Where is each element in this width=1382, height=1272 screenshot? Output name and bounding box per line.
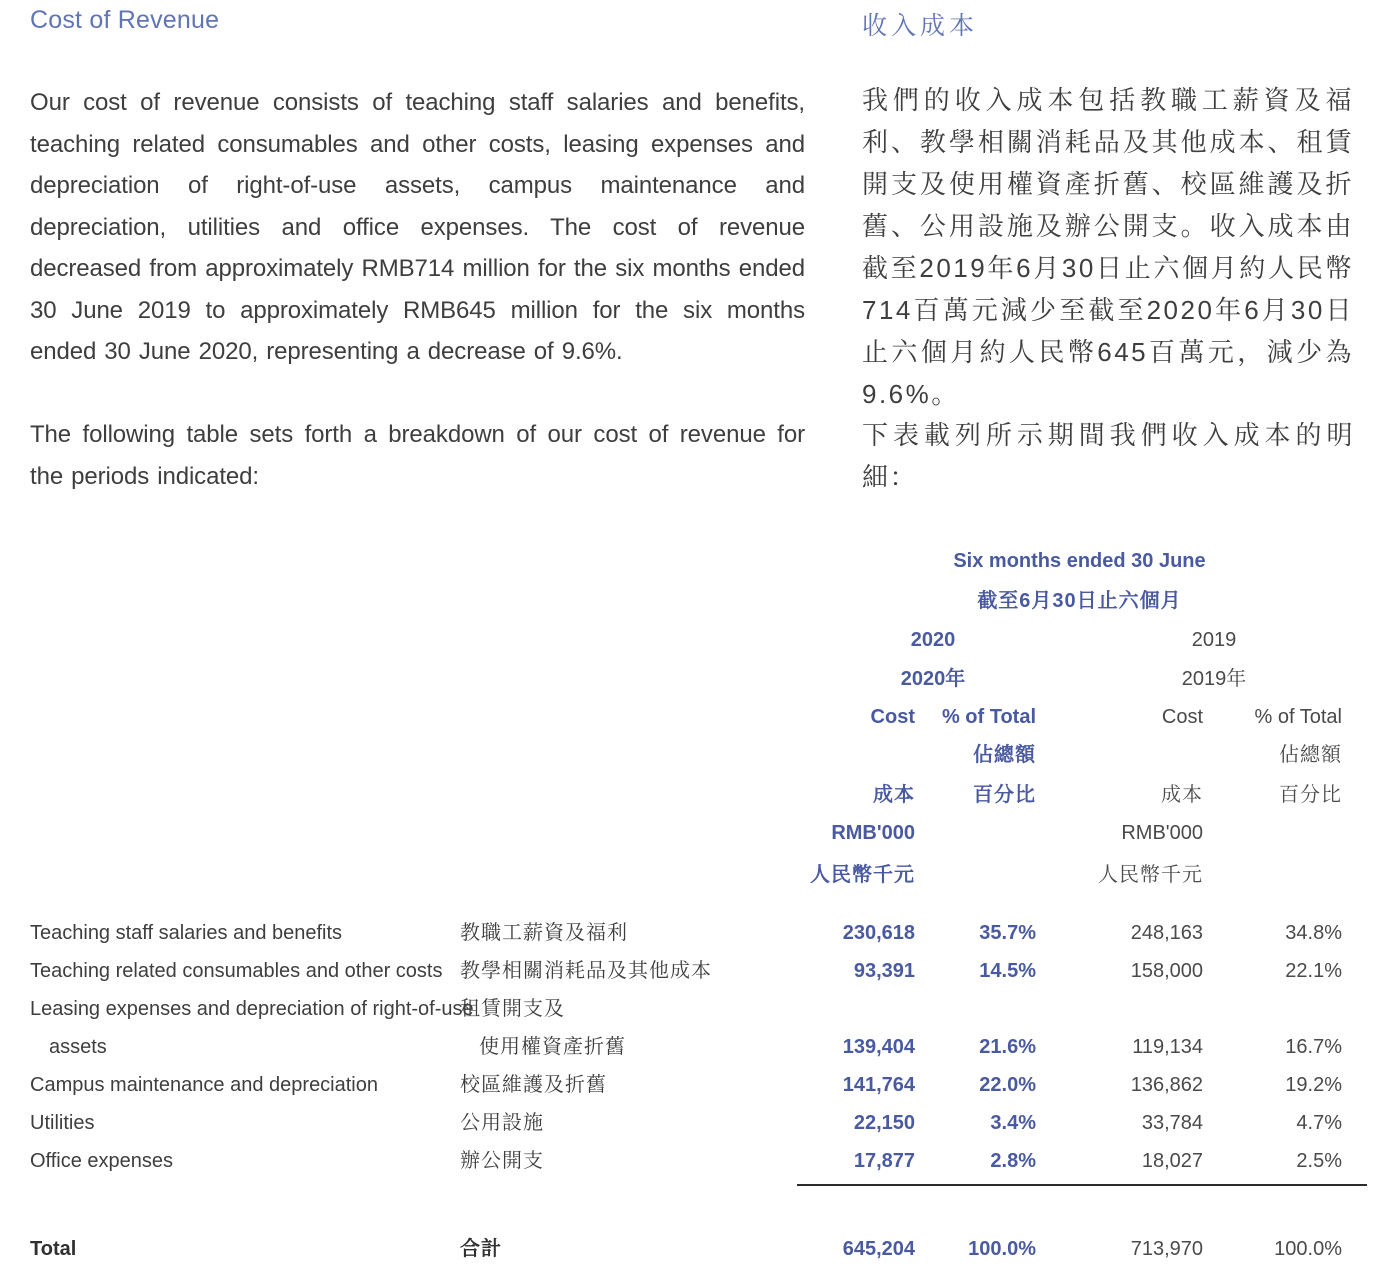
body-paragraph-zh-2: 下表載列所示期間我們收入成本的明細： [862,420,1354,492]
table-unit-row-zh [30,851,1342,893]
table-unit-row-en [30,813,1342,851]
colheader-pct-2019-en: % of Total [1254,706,1342,728]
colheader-cost-2019-en: Cost [1161,706,1203,728]
year-2020-en: 2020 [910,629,956,651]
table-row [30,1065,1342,1103]
row-label-en: Teaching related consumables and other costs [30,960,443,982]
colheader-pct-2020-zh1: 佔總額 [973,744,1036,766]
row-label-zh: 教學相關消耗品及其他成本 [460,960,712,982]
total-cost-2019: 713,970 [1130,1238,1203,1260]
table-row [30,913,1342,951]
row-cost-2020: 93,391 [853,960,915,982]
table-period-header-row [30,538,1342,579]
row-pct-2019 [1203,1021,1342,1027]
row-cost-2019: 136,862 [1130,1074,1203,1096]
row-cost-2020: 22,150 [853,1112,915,1134]
row-label-zh: 校區維護及折舊 [460,1074,607,1096]
table-row [30,1027,1342,1065]
year-2020-zh: 2020年 [900,668,966,690]
row-cost-2019: 248,163 [1130,922,1203,944]
row-pct-2020: 22.0% [979,1074,1036,1096]
row-pct-2019: 2.5% [1296,1150,1342,1172]
row-pct-2020: 3.4% [990,1112,1036,1134]
colheader-cost-2020-zh: 成本 [873,784,915,806]
table-row [30,1141,1342,1179]
row-cost-2019 [1036,1021,1203,1027]
section-title-zh: 收入成本 [862,12,979,40]
row-label-en: assets [49,1036,107,1058]
section-title-en: Cost of Revenue [30,6,220,34]
table-year-row-en [30,619,1342,658]
total-gap [30,1186,1342,1232]
row-label-en: Teaching staff salaries and benefits [30,922,343,944]
year-2019-zh: 2019年 [1181,668,1247,690]
row-label-zh: 公用設施 [460,1112,544,1134]
row-cost-2019: 18,027 [1141,1150,1203,1172]
row-label-zh: 租賃開支及 [460,998,565,1020]
table-period-header-row-zh [30,579,1342,619]
unit-2019-zh: 人民幣千元 [1098,864,1203,886]
total-pct-2020: 100.0% [968,1238,1036,1260]
row-cost-2020: 139,404 [842,1036,915,1058]
period-header-en: Six months ended 30 June [953,550,1206,572]
total-cost-2020: 645,204 [842,1238,915,1260]
row-pct-2020: 35.7% [979,922,1036,944]
colheader-pct-2020-en: % of Total [941,706,1036,728]
table-header-gap [30,893,1342,913]
period-header-zh: 截至6月30日止六個月 [977,590,1182,612]
table-colheader-row-1 [30,697,1342,735]
colheader-cost-2020-en: Cost [870,706,915,728]
cost-of-revenue-table [30,538,1342,1267]
row-label-en: Utilities [30,1112,95,1134]
row-label-en: Leasing expenses and depreciation of right-of-use [30,998,474,1020]
unit-2020-en: RMB'000 [831,822,915,844]
row-pct-2019: 34.8% [1285,922,1342,944]
row-label-en: Campus maintenance and depreciation [30,1074,378,1096]
row-pct-2019: 4.7% [1296,1112,1342,1134]
row-pct-2020: 2.8% [990,1150,1036,1172]
row-cost-2020 [775,1021,915,1027]
row-label-zh: 使用權資產折舊 [479,1036,626,1058]
colheader-pct-2019-zh2: 百分比 [1279,784,1342,806]
body-paragraph-en-1: Our cost of revenue consists of teaching staff salaries and benefits, teaching related consumables and other costs, leasing expenses and depreciation of right-of-use assets, campus maintenance and depreciation, utilities and office expenses. The cost of revenue decreased from approximately RMB714 million for the six months ended 30 June 2019 to approximately RMB645 million for the six months ended 30 June 2020, representing a decrease of 9.6%. [30,89,805,365]
table-total-row [30,1232,1342,1267]
body-paragraph-zh-1: 我們的收入成本包括教職工薪資及福利、教學相關消耗品及其他成本、租賃開支及使用權資產折舊、校區維護及折舊、公用設施及辦公開支。收入成本由截至2019年6月30日止六個月約人民幣714百萬元減少至截至2020年6月30日止六個月約人民幣645百萬元，減少為9.6%。 [862,85,1354,409]
row-pct-2020 [915,1021,1036,1027]
row-cost-2019: 119,134 [1132,1036,1203,1058]
total-label-zh: 合計 [460,1238,502,1260]
table-row [30,1103,1342,1141]
colheader-pct-2019-zh1: 佔總額 [1279,744,1342,766]
row-cost-2020: 230,618 [842,922,915,944]
row-pct-2019: 22.1% [1285,960,1342,982]
row-cost-2020: 141,764 [842,1074,915,1096]
colheader-pct-2020-zh2: 百分比 [973,784,1036,806]
total-pct-2019: 100.0% [1274,1238,1342,1260]
row-cost-2019: 158,000 [1130,960,1203,982]
row-pct-2019: 19.2% [1285,1074,1342,1096]
table-row [30,951,1342,989]
row-label-zh: 教職工薪資及福利 [460,922,628,944]
unit-2019-en: RMB'000 [1121,822,1203,844]
row-cost-2019: 33,784 [1141,1112,1203,1134]
row-pct-2020: 14.5% [979,960,1036,982]
row-pct-2020: 21.6% [979,1036,1036,1058]
row-cost-2020: 17,877 [853,1150,915,1172]
body-paragraph-en-2: The following table sets forth a breakdown of our cost of revenue for the periods indicated: [30,421,805,490]
row-pct-2019: 16.7% [1285,1036,1342,1058]
colheader-cost-2019-zh: 成本 [1161,784,1203,806]
table-row [30,989,1342,1027]
horizontal-rule [797,1184,1367,1186]
year-2019-en: 2019 [1191,629,1237,651]
unit-2020-zh: 人民幣千元 [810,864,915,886]
row-label-zh: 辦公開支 [460,1150,544,1172]
table-colheader-row-3 [30,773,1342,813]
table-colheader-row-2 [30,735,1342,773]
row-label-en: Office expenses [30,1150,174,1172]
table-year-row-zh [30,658,1342,697]
total-label-en: Total [30,1238,77,1260]
